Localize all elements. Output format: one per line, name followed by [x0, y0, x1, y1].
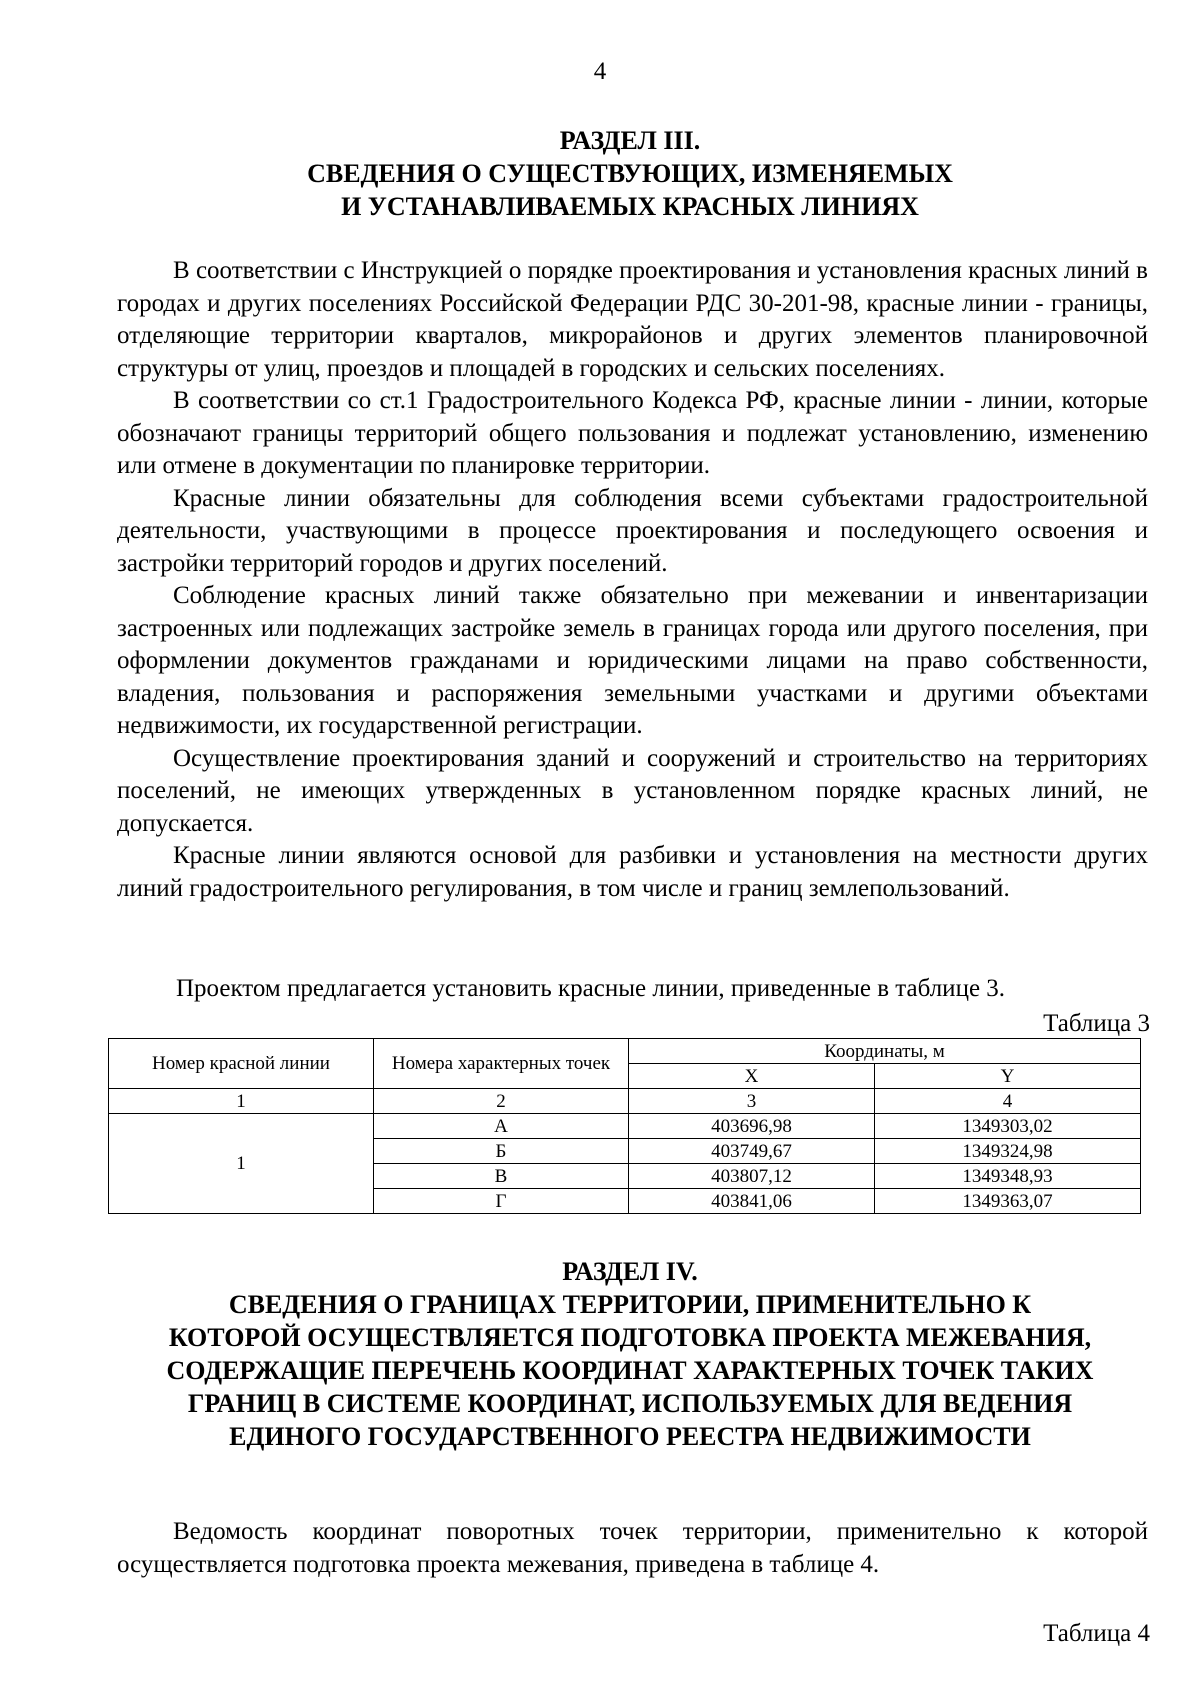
column-number: 1: [109, 1089, 374, 1114]
heading-line: СВЕДЕНИЯ О ГРАНИЦАХ ТЕРРИТОРИИ, ПРИМЕНИТЕЛЬНО К: [228, 1290, 1032, 1319]
table-header-row: [109, 1039, 1141, 1064]
y-cell: 1349363,07: [875, 1189, 1141, 1214]
line-id-cell: 1: [109, 1114, 374, 1214]
y-cell: 1349303,02: [875, 1114, 1141, 1139]
paragraph: Красные линии являются основой для разбивки и установления на местности других линий градостроительного регулирования, в том числе и границ землепользований.: [117, 842, 1148, 902]
section-4-body: [117, 1516, 1148, 1581]
page-number: 4: [593, 58, 607, 85]
heading-line: СВЕДЕНИЯ О СУЩЕСТВУЮЩИХ, ИЗМЕНЯЕМЫХ: [307, 159, 953, 188]
paragraph: Соблюдение красных линий также обязательно при межевании и инвентаризации застроенных или подлежащих застройке земель в границах города или другого поселения, при оформлении документов гражданами и юридическими лицами на право собственности, владения, пользования и распоряжения земельными участками и другими объектами недвижимости, их государственной регистрации.: [117, 582, 1148, 739]
section-4-heading: [110, 1255, 1150, 1453]
column-number: 3: [629, 1089, 875, 1114]
heading-line: РАЗДЕЛ IV.: [562, 1257, 698, 1286]
x-cell: 403696,98: [629, 1114, 875, 1139]
table-4-caption: Таблица 4: [1043, 1620, 1150, 1647]
y-cell: 1349348,93: [875, 1164, 1141, 1189]
paragraph: В соответствии с Инструкцией о порядке проектирования и установления красных линий в городах и других поселениях Российской Федерации РДС 30-201-98, красные линии - границы, отделяющие территории кварталов, микрорайонов и других элементов планировочной структуры от улиц, проездов и площадей в городских и сельских поселениях.: [117, 257, 1148, 382]
red-lines-table: [108, 1038, 1141, 1214]
heading-line: КОТОРОЙ ОСУЩЕСТВЛЯЕТСЯ ПОДГОТОВКА ПРОЕКТА МЕЖЕВАНИЯ,: [168, 1323, 1092, 1352]
column-number-row: [109, 1089, 1141, 1114]
heading-line: СОДЕРЖАЩИЕ ПЕРЕЧЕНЬ КООРДИНАТ ХАРАКТЕРНЫХ ТОЧЕК ТАКИХ: [166, 1356, 1094, 1385]
paragraph: Осуществление проектирования зданий и сооружений и строительство на территориях поселений, не имеющих утвержденных в установленном порядке красных линий, не допускается.: [117, 744, 1148, 837]
point-cell: В: [374, 1164, 629, 1189]
table-row: [109, 1114, 1141, 1139]
section-3-body: [117, 255, 1148, 905]
heading-line: ЕДИНОГО ГОСУДАРСТВЕННОГО РЕЕСТРА НЕДВИЖИМОСТИ: [229, 1422, 1031, 1451]
point-cell: Б: [374, 1139, 629, 1164]
point-cell: Г: [374, 1189, 629, 1214]
x-cell: 403841,06: [629, 1189, 875, 1214]
point-cell: А: [374, 1114, 629, 1139]
header-y: Y: [875, 1064, 1141, 1089]
x-cell: 403749,67: [629, 1139, 875, 1164]
column-number: 2: [374, 1089, 629, 1114]
paragraph: Красные линии обязательны для соблюдения всеми субъектами градостроительной деятельности, участвующими в процессе проектирования и последующего освоения и застройки территорий городов и других поселений.: [117, 484, 1148, 577]
header-x: X: [629, 1064, 875, 1089]
table-3-intro: Проектом предлагается установить красные линии, приведенные в таблице 3.: [176, 975, 1006, 1002]
paragraph: В соответствии со ст.1 Градостроительного Кодекса РФ, красные линии - линии, которые обозначают границы территорий общего пользования и подлежат установлению, изменению или отмене в документации по планировке территории.: [117, 387, 1148, 479]
header-points: Номера характерных точек: [374, 1039, 629, 1089]
section-3-heading: [110, 124, 1150, 223]
heading-line: И УСТАНАВЛИВАЕМЫХ КРАСНЫХ ЛИНИЯХ: [341, 192, 919, 221]
x-cell: 403807,12: [629, 1164, 875, 1189]
table-3-caption: Таблица 3: [1043, 1010, 1150, 1037]
column-number: 4: [875, 1089, 1141, 1114]
header-coordinates: Координаты, м: [629, 1039, 1141, 1064]
heading-line: ГРАНИЦ В СИСТЕМЕ КООРДИНАТ, ИСПОЛЬЗУЕМЫХ ДЛЯ ВЕДЕНИЯ: [187, 1389, 1073, 1418]
heading-line: РАЗДЕЛ III.: [559, 126, 701, 155]
header-line-number: Номер красной линии: [109, 1039, 374, 1089]
paragraph: Ведомость координат поворотных точек территории, применительно к которой осуществляется подготовка проекта межевания, приведена в таблице 4.: [117, 1518, 1148, 1578]
y-cell: 1349324,98: [875, 1139, 1141, 1164]
